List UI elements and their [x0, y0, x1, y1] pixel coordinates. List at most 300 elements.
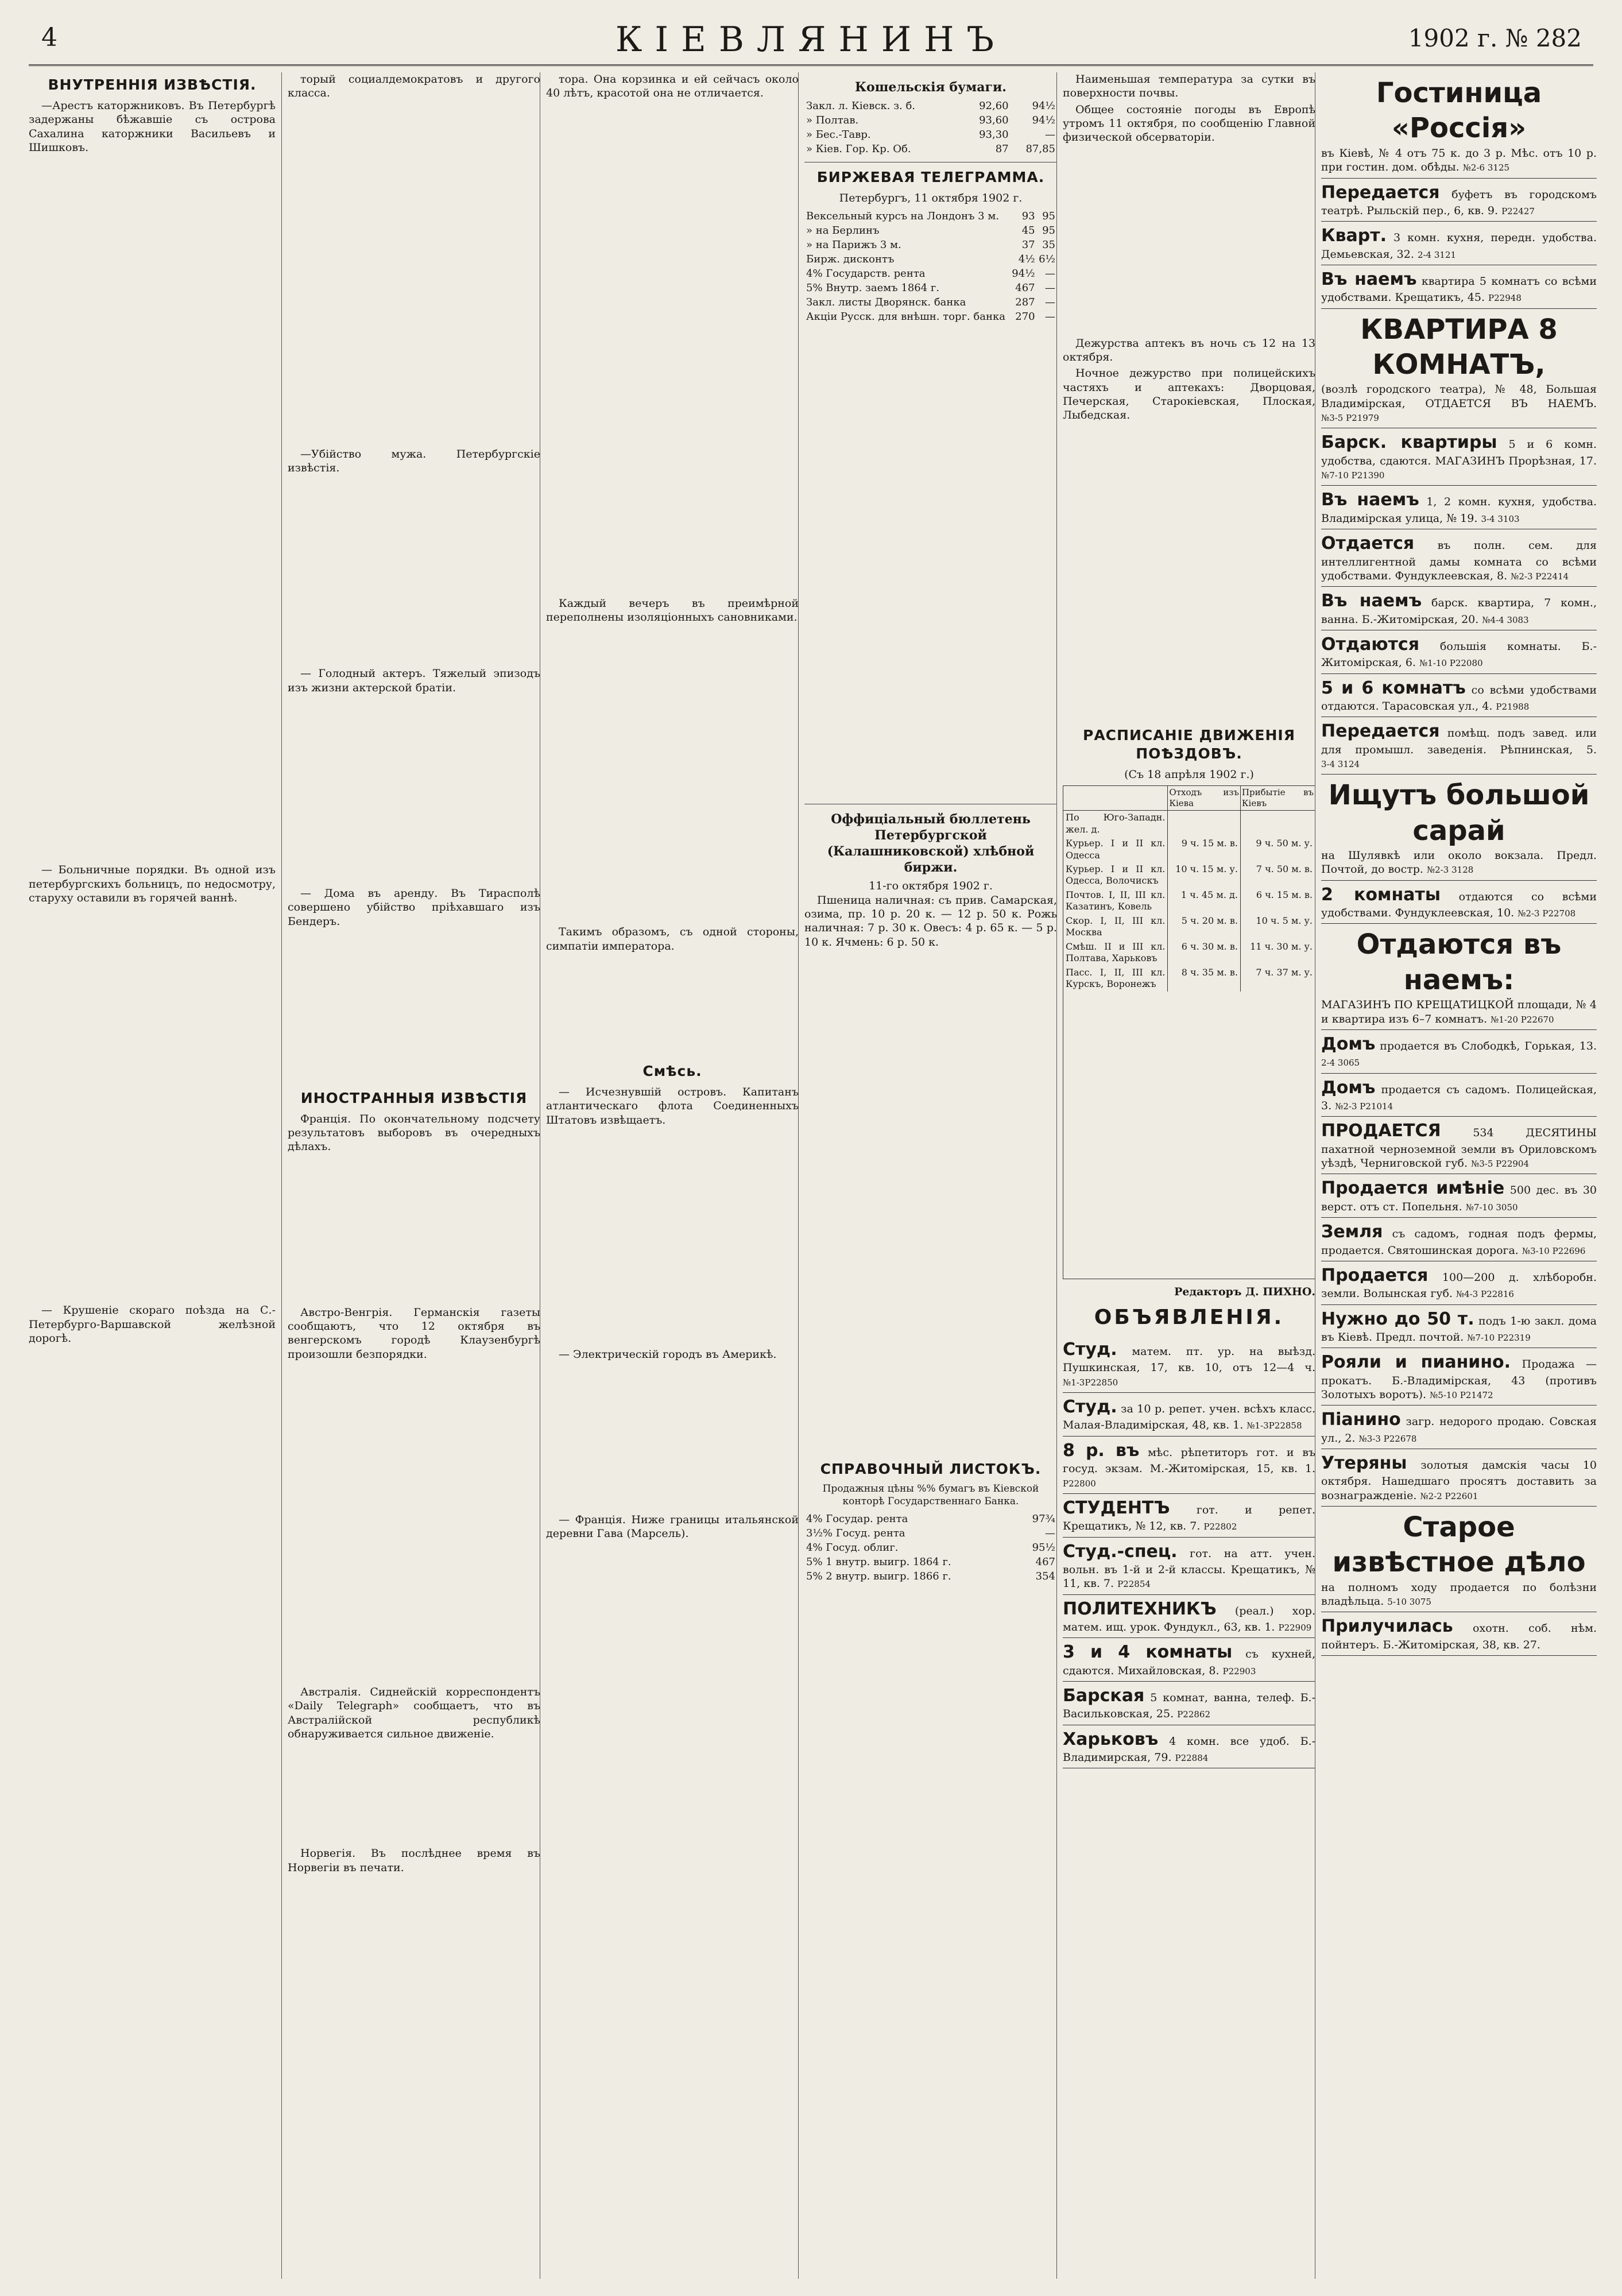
article-paragraph: — Франція. Ниже границы итальянской деревни Гава (Марсель).: [546, 1513, 799, 1540]
advertisement: [1321, 1406, 1597, 1449]
ad-headline: Студ.-спец.: [1063, 1541, 1178, 1562]
ad-text: буфетъ въ городскомъ театрѣ. Рыльскій пер., 6, кв. 9.: [1321, 188, 1597, 217]
ad-reference: №3-10 Р22696: [1522, 1245, 1586, 1256]
advertisements-list: [1063, 1335, 1315, 1768]
advertisement: [1321, 924, 1597, 1030]
departure-time: 9 ч. 15 м. в.: [1168, 837, 1241, 862]
ad-text: съ кухней, сдаются. Михайловская, 8.: [1063, 1648, 1315, 1677]
ad-headline: Отдаются: [1321, 634, 1419, 655]
row-value: 287: [1015, 296, 1035, 308]
ad-text: на Шулявкѣ или около вокзала. Предл. Почтой, до востр.: [1321, 849, 1597, 876]
column-4: [798, 72, 1057, 2279]
advertisement: [1321, 1030, 1597, 1074]
rates-heading: Кошельскія бумаги.: [855, 80, 1007, 95]
departure-time: 10 ч. 15 м. у.: [1168, 862, 1241, 888]
ad-text: въ Кіевѣ, № 4 отъ 75 к. до 3 р. Мѣс. отъ 10 р. при гостин. дом. обѣды.: [1321, 146, 1597, 174]
reference-sheet-heading: СПРАВОЧНЫЙ ЛИСТОКЪ.: [820, 1461, 1042, 1478]
row-label: Бирж. дисконтъ: [806, 253, 895, 265]
row-value: —: [1045, 267, 1055, 280]
ad-text: 534 ДЕСЯТИНЫ пахатной черноземной земли въ Ориловскомъ уѣздѣ, Черниговской губ.: [1321, 1126, 1597, 1170]
article-paragraph: —Убійство мужа. Петербургскіе извѣстія.: [288, 447, 540, 474]
row-value: 94½: [1012, 267, 1035, 280]
table-row: [804, 281, 1057, 295]
ad-reference: №1-10 Р22080: [1419, 658, 1483, 669]
ad-headline: Кварт.: [1321, 226, 1387, 246]
ad-headline: Ищутъ большой сарай: [1328, 779, 1590, 847]
article-paragraph: торый социалдемократовъ и другого класса.: [288, 73, 540, 100]
ad-reference: №7-10 Р22319: [1467, 1332, 1531, 1343]
row-value: 270: [1015, 310, 1035, 323]
row-label: 4% Государств. рента: [806, 267, 926, 280]
table-row: [1063, 862, 1315, 888]
advertisement: [1321, 309, 1597, 429]
ad-reference: №5-10 Р21472: [1430, 1389, 1493, 1400]
ad-headline: 5 и 6 комнатъ: [1321, 677, 1466, 698]
ad-headline: КВАРТИРА 8 КОМНАТЪ,: [1360, 313, 1558, 381]
ad-text: золотыя дамскія часы 10 октября. Нашедшаго просятъ доставить за вознагражденіе.: [1321, 1458, 1597, 1502]
ad-headline: Барск. квартиры: [1321, 432, 1497, 453]
ad-reference: №3-5 Р22904: [1471, 1159, 1529, 1170]
article-paragraph: — Крушеніе скораго поѣзда на С.-Петербурго-Варшавской желѣзной дорогѣ.: [29, 1304, 276, 1345]
table-row: [1063, 940, 1315, 966]
table-row: [1063, 837, 1315, 862]
advertisement: [1063, 1437, 1315, 1494]
row-value: 97¾: [1032, 1512, 1055, 1525]
article-paragraph: —Арестъ каторжниковъ. Въ Петербургѣ задержаны бѣжавшіе съ острова Сахалина каторжники Васильевъ и Шишковъ.: [29, 99, 276, 154]
ad-reference: Р22800: [1063, 1478, 1096, 1489]
ad-reference: №2-6 3125: [1462, 162, 1510, 173]
ad-text: продается въ Слободкѣ, Горькая, 13.: [1380, 1039, 1597, 1052]
ad-reference: Р22862: [1177, 1709, 1211, 1720]
row-value: —: [1045, 310, 1055, 323]
section-heading-foreign: ИНОСТРАННЫЯ ИЗВѢСТІЯ: [300, 1089, 528, 1106]
advertisement: [1321, 881, 1597, 924]
rates-table: [804, 99, 1057, 156]
row-value: 45: [1021, 224, 1035, 237]
row-value: 94½: [1032, 100, 1055, 113]
ad-reference: №2-2 Р22601: [1420, 1490, 1478, 1501]
ad-reference: Р22903: [1222, 1666, 1256, 1676]
advertisement: [1321, 674, 1597, 718]
advertisement: [1321, 1348, 1597, 1406]
table-row: [804, 252, 1057, 266]
ad-text: со всѣми удобствами отдаются. Тарасовская ул., 4.: [1321, 683, 1597, 713]
ad-reference: №2-3 Р21014: [1335, 1101, 1393, 1112]
ad-reference: Р22884: [1175, 1753, 1209, 1764]
advertisement: [1321, 179, 1597, 222]
ad-reference: 2-4 3121: [1417, 249, 1457, 260]
exchange-telegram-heading: БИРЖЕВАЯ ТЕЛЕГРАММА.: [816, 169, 1045, 186]
ad-headline: Въ наемъ: [1321, 490, 1419, 510]
ad-reference: Р22854: [1117, 1579, 1151, 1590]
train-schedule-heading: РАСПИСАНІЕ ДВИЖЕНІЯ ПОѢЗДОВЪ.: [1083, 727, 1295, 762]
train-name: Курьер. I и II кл. Одесса, Волочискъ: [1063, 862, 1168, 888]
ad-headline: СТУДЕНТЪ: [1063, 1497, 1170, 1518]
ad-headline: Въ наемъ: [1321, 591, 1422, 611]
ad-headline: 3 и 4 комнаты: [1063, 1642, 1233, 1663]
advertisement: [1321, 486, 1597, 529]
row-label: Закл. листы Дворянск. банка: [806, 296, 966, 308]
ad-reference: №7-10 Р21390: [1321, 470, 1385, 481]
arrival-time: 6 ч. 15 м. в.: [1240, 888, 1315, 914]
row-label: » Бес.-Тавр.: [806, 129, 871, 141]
row-label: 5% 1 внутр. выигр. 1864 г.: [806, 1555, 951, 1568]
article-body-filler: [288, 477, 540, 667]
advertisement: [1063, 1638, 1315, 1682]
grain-bulletin-text: Пшеница наличная: съ прив. Самарская, озима, пр. 10 р. 20 к. — 12 р. 50 к. Рожь наличная: 7 р. 30 к. Овесъ: 4 р. 65 к. — 5 р. 10 к. Ячмень: 6 р. 50 к.: [804, 893, 1057, 948]
weather-filler: [1063, 147, 1315, 336]
reference-table: [804, 1512, 1057, 1583]
ad-text: мѣс. рѣпетиторъ гот. и въ госуд. экзам. М.-Житомірская, 15, кв. 1.: [1063, 1446, 1315, 1476]
advertisement: [1063, 1682, 1315, 1725]
ad-headline: 8 р. въ: [1063, 1440, 1140, 1461]
advertisement: [1321, 1074, 1597, 1117]
departure-time: [1168, 811, 1241, 837]
row-value: 93: [1021, 210, 1035, 222]
ad-reference: 3-4 3103: [1481, 513, 1520, 524]
ad-text: подъ 1-ю закл. дома въ Кіевѣ. Предл. почтой.: [1321, 1314, 1597, 1343]
ad-headline: Отдаются въ наемъ:: [1356, 928, 1562, 996]
ad-reference: №1-3Р22858: [1246, 1420, 1302, 1431]
section-heading-domestic: ВНУТРЕННІЯ ИЗВѢСТІЯ.: [48, 76, 257, 93]
ad-text: отдаются со всѣми удобствами. Фундуклеевская, 10.: [1321, 890, 1597, 920]
row-value: 467: [1015, 281, 1035, 294]
row-value: —: [1045, 281, 1055, 294]
duty-heading: Дежурства аптекъ въ ночь съ 12 на 13 октября.: [1063, 336, 1315, 363]
ad-headline: Продается имѣніе: [1321, 1178, 1505, 1199]
ad-reference: Р21988: [1496, 701, 1530, 712]
ad-text: за 10 р. репет. учен. всѣхъ класс. Малая-Владимірская, 48, кв. 1.: [1063, 1403, 1315, 1432]
train-schedule-date: (Съ 18 апрѣля 1902 г.): [1124, 768, 1254, 781]
table-row: [804, 209, 1057, 223]
column-6: [1315, 72, 1597, 2279]
row-value: —: [1045, 1527, 1055, 1539]
article-body-filler: [288, 1743, 540, 1846]
table-header: [1063, 785, 1168, 810]
train-name: Скор. I, II, III кл. Москва: [1063, 914, 1168, 940]
column-1: [29, 72, 276, 2279]
row-value: 93,30: [979, 129, 1009, 141]
row-value: 95: [1042, 224, 1055, 237]
ad-text: барск. квартира, 7 комн., ванна. Б.-Житомірская, 20.: [1321, 597, 1597, 626]
advertisements-list: [1321, 72, 1597, 1656]
ad-text: квартира 5 комнатъ со всѣми удобствами. Крещатикъ, 45.: [1321, 274, 1597, 304]
departure-time: 8 ч. 35 м. в.: [1168, 966, 1241, 992]
article-paragraph: Такимъ образомъ, съ одной стороны, симпатіи императора.: [546, 926, 799, 953]
ad-text: 5 и 6 комн. удобства, сдаются. МАГАЗИНЪ Прорѣзная, 17.: [1321, 438, 1597, 467]
ad-reference: №7-10 3050: [1465, 1202, 1518, 1213]
row-label: 3½% Госуд. рента: [806, 1527, 905, 1539]
train-name: Смѣш. II и III кл. Полтава, Харьковъ: [1063, 940, 1168, 966]
ad-reference: Р22948: [1488, 293, 1522, 304]
article-body-filler: [546, 1364, 799, 1513]
ad-reference: №2-3 Р22708: [1518, 908, 1576, 919]
grain-bulletin-date: 11-го октября 1902 г.: [869, 880, 993, 893]
table-header: Прибытіе въ Кіевъ: [1240, 785, 1315, 810]
row-label: 4% Госуд. облиг.: [806, 1541, 899, 1554]
ad-headline: Прилучилась: [1321, 1616, 1453, 1637]
ad-headline: 2 комнаты: [1321, 884, 1441, 905]
arrival-time: 7 ч. 37 м. у.: [1240, 966, 1315, 992]
table-row: [804, 238, 1057, 252]
row-value: 95½: [1032, 1541, 1055, 1554]
ad-text: помѣщ. подъ завед. или для промышл. заведенія. Рѣпнинская, 5.: [1321, 727, 1597, 756]
article-body-filler: [288, 931, 540, 1086]
article-body-filler: [546, 1129, 799, 1348]
ad-text: съ садомъ, годная подъ фермы, продается. Святошинская дорога.: [1321, 1228, 1597, 1257]
ad-text: 500 дес. въ 30 верст. отъ ст. Попельня.: [1321, 1184, 1597, 1213]
article-body-filler: [288, 1364, 540, 1685]
row-value: 92,60: [979, 100, 1009, 113]
table-row: [804, 1540, 1057, 1555]
newspaper-title: КІЕВЛЯНИНЪ: [615, 20, 1007, 60]
table-row: [804, 99, 1057, 113]
duty-filler: [1063, 424, 1315, 723]
section-heading-misc: Смѣсь.: [642, 1062, 702, 1079]
ad-text: МАГАЗИНЪ ПО КРЕЩАТИЦКОЙ площади, № 4 и квартира изъ 6–7 комнатъ.: [1321, 998, 1597, 1025]
ad-text: большія комнаты. Б.-Житомірская, 6.: [1321, 640, 1597, 669]
arrival-time: 10 ч. 5 м. у.: [1240, 914, 1315, 940]
ad-text: 4 комн. все удоб. Б.-Владимирская, 79.: [1063, 1734, 1315, 1764]
row-value: 354: [1035, 1570, 1055, 1582]
advertisement: [1063, 1538, 1315, 1595]
article-paragraph: — Электрическій городъ въ Америкѣ.: [559, 1348, 777, 1361]
ad-text: на полномъ ходу продается по болѣзни владѣльца.: [1321, 1581, 1597, 1608]
row-value: 94½: [1032, 114, 1055, 127]
ad-headline: Домъ: [1321, 1077, 1376, 1098]
ad-text: 100—200 д. хлѣборобн. земли. Волынская губ.: [1321, 1271, 1597, 1300]
advertisement: [1321, 529, 1597, 587]
ad-text: 3 комн. кухня, передн. удобства. Демьевская, 32.: [1321, 231, 1597, 261]
article-body-filler: [288, 103, 540, 447]
departure-time: 6 ч. 30 м. в.: [1168, 940, 1241, 966]
article-paragraph: Каждый вечеръ въ преимѣрной переполнены изоляціонныхъ сановниками.: [546, 597, 799, 624]
row-value: 87: [995, 143, 1009, 156]
advertisement: [1063, 1393, 1315, 1437]
ad-headline: Продается: [1321, 1265, 1429, 1286]
table-row: [804, 1526, 1057, 1540]
ad-reference: Р22427: [1501, 206, 1535, 216]
advertisement: [1321, 1218, 1597, 1261]
row-label: 4% Государ. рента: [806, 1512, 908, 1525]
row-value: 4½: [1018, 253, 1035, 265]
article-paragraph: Норвегія. Въ послѣднее время въ Норвегіи въ печати.: [288, 1847, 540, 1874]
advertisement: [1321, 775, 1597, 881]
row-value: —: [1045, 296, 1055, 308]
advertisement: [1063, 1725, 1315, 1769]
reference-sheet-subtitle: Продажныя цѣны %% бумагъ въ Кіевской конторѣ Государственнаго Банка.: [822, 1483, 1039, 1507]
train-name: По Юго-Западн. жел. д.: [1063, 811, 1168, 837]
ad-text: матем. пт. ур. на выѣзд. Пушкинская, 17, кв. 10, отъ 12—4 ч.: [1063, 1345, 1315, 1374]
ad-text: Продажа — прокатъ. Б.-Владимірская, 43 (противъ Золотыхъ воротъ).: [1321, 1358, 1597, 1401]
row-label: 5% Внутр. заемъ 1864 г.: [806, 281, 940, 294]
weather-text: Общее состояніе погоды въ Европѣ утромъ 11 октября, по сообщенію Главной физической обсерваторіи.: [1063, 103, 1315, 144]
departure-time: 1 ч. 45 м. д.: [1168, 888, 1241, 914]
train-name: Курьер. I и II кл. Одесса: [1063, 837, 1168, 862]
ad-headline: Рояли и пианино.: [1321, 1352, 1511, 1373]
table-row: [804, 1555, 1057, 1569]
row-value: 95: [1042, 210, 1055, 222]
arrival-time: [1240, 811, 1315, 837]
ad-headline: Нужно до 50 т.: [1321, 1308, 1474, 1329]
ad-reference: 3-4 3124: [1321, 758, 1360, 769]
ad-headline: Студ.: [1063, 1339, 1117, 1360]
ad-headline: Передается: [1321, 182, 1440, 203]
row-label: 5% 2 внутр. выигр. 1866 г.: [806, 1570, 951, 1582]
ad-text: гот. и репет. Крещатикъ, № 12, кв. 7.: [1063, 1503, 1315, 1533]
exchange-date: Петербургъ, 11 октября 1902 г.: [839, 192, 1023, 205]
ad-headline: Въ наемъ: [1321, 269, 1417, 289]
row-value: 93,60: [979, 114, 1009, 127]
advertisement: [1321, 428, 1597, 486]
ad-headline: Харьковъ: [1063, 1729, 1159, 1749]
article-body-filler: [288, 697, 540, 886]
train-schedule-table: [1063, 785, 1315, 992]
row-value: 87,85: [1025, 143, 1055, 156]
article-paragraph: — Исчезнувшій островъ. Капитанъ атлантическаго флота Соединенныхъ Штатовъ извѣщаетъ.: [546, 1085, 799, 1126]
train-name: Пасс. I, II, III кл. Курскъ, Воронежъ: [1063, 966, 1168, 992]
ad-headline: Піанино: [1321, 1410, 1401, 1430]
row-value: 35: [1042, 238, 1055, 251]
ad-text: охотн. соб. нѣм. пойнтеръ. Б.-Житомірская, 38, кв. 27.: [1321, 1622, 1597, 1651]
ad-reference: №3-5 Р21979: [1321, 413, 1379, 424]
row-label: » Полтав.: [806, 114, 859, 127]
advertisement: [1321, 1261, 1597, 1305]
ad-headline: ПРОДАЕТСЯ: [1321, 1121, 1441, 1141]
advertisement: [1321, 587, 1597, 630]
advertisement: [1063, 1494, 1315, 1538]
arrival-time: 7 ч. 50 м. в.: [1240, 862, 1315, 888]
ad-reference: №2-3 3128: [1426, 865, 1474, 876]
table-row: [804, 309, 1057, 324]
ad-text: 5 комнат, ванна, телеф. Б.-Васильковская, 25.: [1063, 1691, 1315, 1721]
ad-reference: №4-3 Р22816: [1455, 1289, 1514, 1300]
table-row: [804, 266, 1057, 281]
article-paragraph: Австралія. Сиднейскій корреспондентъ «Daily Telegraph» сообщаетъ, что въ Австралійской республикѣ обнаруживается сильное движеніе.: [288, 1686, 540, 1740]
advertisement: [1063, 1595, 1315, 1639]
ad-reference: 5-10 3075: [1387, 1597, 1431, 1608]
columns: [29, 72, 1597, 2279]
article-paragraph: — Дома въ аренду. Въ Тирасполѣ совершено убійство пріѣхавшаго изъ Бендеръ.: [288, 886, 540, 928]
advertisement: [1321, 222, 1597, 265]
editor-signature: Редакторъ Д. ПИХНО.: [1174, 1285, 1315, 1298]
ad-text: загр. недорого продаю. Совская ул., 2.: [1321, 1415, 1597, 1445]
article-body-filler: [546, 626, 799, 925]
table-filler: [804, 951, 1057, 1457]
article-paragraph: — Больничные порядки. Въ одной изъ петербургскихъ больницъ, по недосмотру, старуху оставили въ горячей ваннѣ.: [29, 864, 276, 904]
table-row: [1063, 811, 1315, 837]
exchange-table: [804, 209, 1057, 324]
advertisement: [1321, 1507, 1597, 1613]
row-label: Вексельный курсъ на Лондонъ 3 м.: [806, 210, 1000, 222]
advertisement: [1321, 717, 1597, 775]
row-label: » на Парижъ 3 м.: [806, 238, 901, 251]
ad-headline: Студ.: [1063, 1397, 1117, 1418]
table-filler: [804, 327, 1057, 798]
ad-headline: ПОЛИТЕХНИКЪ: [1063, 1598, 1217, 1619]
table-row: [804, 295, 1057, 309]
row-value: 6½: [1039, 253, 1055, 265]
masthead: [29, 17, 1593, 66]
schedule-filler: [1063, 992, 1315, 1279]
ad-reference: №4-4 3083: [1482, 614, 1529, 625]
ad-reference: №2-3 Р22414: [1511, 571, 1569, 582]
row-label: Закл. л. Кіевск. з. б.: [806, 100, 916, 113]
ad-reference: №3-3 Р22678: [1358, 1433, 1417, 1444]
table-row: [804, 1569, 1057, 1583]
ad-headline: Домъ: [1321, 1033, 1376, 1054]
row-value: 37: [1021, 238, 1035, 251]
ad-reference: 2-4 3065: [1321, 1058, 1360, 1068]
article-body-filler: [288, 1156, 540, 1306]
grain-bulletin-heading: Оффиціальный бюллетень Петербургской (Калашниковской) хлѣбной биржи.: [827, 811, 1035, 876]
advertisement: [1321, 72, 1597, 179]
ad-headline: Барская: [1063, 1685, 1145, 1706]
table-row: [804, 223, 1057, 238]
article-body-filler: [29, 157, 276, 863]
ad-headline: Утеряны: [1321, 1453, 1407, 1473]
table-row: [804, 113, 1057, 127]
advertisement: [1321, 630, 1597, 674]
table-header: Отходъ изъ Кіева: [1168, 785, 1241, 810]
advertisement: [1321, 265, 1597, 309]
table-row: [1063, 888, 1315, 914]
ad-reference: №1-20 Р22670: [1491, 1014, 1554, 1025]
advertisements-heading: ОБЪЯВЛЕНІЯ.: [1094, 1306, 1284, 1329]
article-paragraph: — Голодный актеръ. Тяжелый эпизодъ изъ жизни актерской братіи.: [288, 667, 540, 694]
ad-reference: Р22802: [1203, 1521, 1237, 1532]
article-body-filler: [546, 955, 799, 1059]
advertisement: [1321, 1612, 1597, 1656]
article-paragraph: Австро-Венгрія. Германскія газеты сообщаютъ, что 12 октября въ венгерскомъ городѣ Клаузенбургѣ произошли безпорядки.: [288, 1306, 540, 1361]
table-row: [804, 1512, 1057, 1526]
issue-number: 1902 г. № 282: [1408, 24, 1582, 52]
row-value: —: [1045, 129, 1055, 141]
table-row: [804, 142, 1057, 156]
ad-text: (возлѣ городского театра), № 48, Большая Владимірская, ОТДАЕТСЯ ВЪ НАЕМЪ.: [1321, 383, 1597, 410]
train-name: Почтов. I, II, III кл. Казатинъ, Ковель: [1063, 888, 1168, 914]
departure-time: 5 ч. 20 м. в.: [1168, 914, 1241, 940]
page-number: 4: [41, 23, 57, 52]
row-label: Акціи Русск. для внѣшн. торг. банка: [806, 310, 1005, 323]
ad-text: гот. на атт. учен. вольн. въ 1-й и 2-й классы. Крещатикъ, № 11, кв. 7.: [1063, 1547, 1315, 1590]
ad-text: 1, 2 комн. кухня, удобства. Владимірская улица, № 19.: [1321, 495, 1597, 525]
article-paragraph: Франція. По окончательному подсчету результатовъ выборовъ въ очередныхъ дѣлахъ.: [288, 1112, 540, 1153]
ad-text: въ полн. сем. для интеллигентной дамы комната со всѣми удобствами. Фундуклеевская, 8.: [1321, 539, 1597, 582]
ad-text: (реал.) хор. матем. ищ. урок. Фундукл., 63, кв. 1.: [1063, 1604, 1315, 1633]
row-label: » Кіев. Гор. Кр. Об.: [806, 143, 911, 156]
advertisement: [1321, 1174, 1597, 1218]
ad-headline: Земля: [1321, 1222, 1383, 1242]
table-row: [804, 127, 1057, 142]
ad-reference: №1-3Р22850: [1063, 1377, 1118, 1388]
table-row: [1063, 914, 1315, 940]
column-3: [540, 72, 799, 2279]
article-paragraph: тора. Она корзинка и ей сейчасъ около 40 лѣтъ, красотой она не отличается.: [546, 73, 799, 100]
article-body-filler: [546, 103, 799, 597]
advertisement: [1321, 1449, 1597, 1507]
table-row: [1063, 966, 1315, 992]
duty-text: Ночное дежурство при полицейскихъ частяхъ и аптекахъ: Дворцовая, Печерская, Старокіевская, Плоская, Лыбедская.: [1063, 367, 1315, 422]
arrival-time: 11 ч. 30 м. у.: [1240, 940, 1315, 966]
column-5: [1056, 72, 1315, 2279]
row-label: » на Берлинъ: [806, 224, 880, 237]
ad-headline: Старое извѣстное дѣло: [1332, 1511, 1586, 1579]
arrival-time: 9 ч. 50 м. у.: [1240, 837, 1315, 862]
column-2: [281, 72, 540, 2279]
advertisement: [1321, 1305, 1597, 1349]
ad-headline: Гостиница «Россія»: [1376, 77, 1542, 145]
